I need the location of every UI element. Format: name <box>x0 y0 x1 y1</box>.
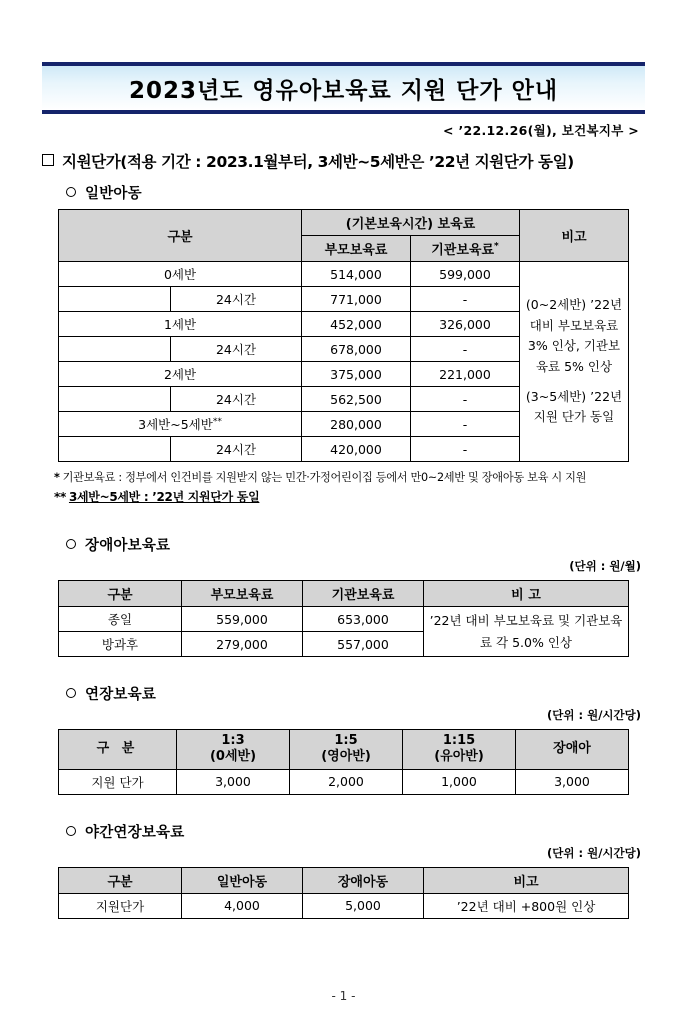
table-row <box>59 769 629 794</box>
row-label-24h: 24시간 <box>171 287 302 312</box>
cell-value-disabled: 3,000 <box>516 769 629 794</box>
cell-parent-fee: 678,000 <box>302 337 411 362</box>
page-title: 2023년도 영유아보육료 지원 단가 안내 <box>128 77 559 104</box>
header-ratio-1to3 <box>177 730 290 770</box>
row-label-support-rate: 지원단가 <box>59 893 182 918</box>
row-label-age2: 2세반 <box>59 362 302 387</box>
header-category: 구분 <box>59 581 182 607</box>
cell-parent-fee: 420,000 <box>302 437 411 462</box>
row-spacer <box>59 337 171 362</box>
cell-institution-fee: 653,000 <box>303 607 424 632</box>
header-ratio-1to3-line1: 1:3 <box>221 733 245 748</box>
cell-institution-fee: 557,000 <box>303 632 424 657</box>
cell-institution-fee: - <box>411 287 520 312</box>
header-ratio-1to5-line1: 1:5 <box>334 733 358 748</box>
header-ratio-1to3-line2: (0세반) <box>209 749 257 765</box>
row-label-age1: 1세반 <box>59 312 302 337</box>
header-disabled-child: 장애아 <box>516 730 629 770</box>
header-category: 구 분 <box>59 730 177 770</box>
table-header-row <box>59 730 629 770</box>
row-spacer <box>59 437 171 462</box>
document-page <box>0 62 687 1019</box>
footnote-2 <box>54 488 645 505</box>
cell-remark: ’22년 대비 +800원 인상 <box>424 893 629 918</box>
cell-parent-fee: 452,000 <box>302 312 411 337</box>
header-ratio-1to15-line2: (유아반) <box>434 749 484 765</box>
table-night-extended-childcare <box>58 867 629 919</box>
table-disabled-childcare <box>58 580 629 657</box>
cell-institution-fee: - <box>411 412 520 437</box>
table-row <box>59 607 629 632</box>
circle-bullet-icon <box>66 539 76 549</box>
table-header-row <box>59 210 629 236</box>
table-general-childcare <box>58 209 629 462</box>
page-number-footer: - 1 - <box>331 989 356 1003</box>
table-row <box>59 893 629 918</box>
cell-remark <box>520 262 629 462</box>
source-date-line: < ’22.12.26(월), 보건복지부 > <box>443 123 639 138</box>
cell-parent-fee: 279,000 <box>182 632 303 657</box>
section-heading-night-label: 야간연장보육료 <box>85 824 185 841</box>
title-banner <box>42 62 645 114</box>
header-ratio-1to5 <box>290 730 403 770</box>
circle-bullet-icon <box>66 826 76 836</box>
section-heading-disabled-label: 장애아보육료 <box>85 538 171 554</box>
unit-note-extended: (단위 : 원/시간당) <box>547 708 641 722</box>
header-general-child: 일반아동 <box>182 867 303 893</box>
cell-institution-fee: - <box>411 437 520 462</box>
main-heading-text: 지원단가(적용 기간 : 2023.1월부터, 3세반~5세반은 ’22년 지원단가 동일) <box>62 153 574 171</box>
footnote-1-mark: * <box>54 471 60 484</box>
row-spacer <box>59 287 171 312</box>
header-group-fee: (기본보육시간) 보육료 <box>302 210 520 236</box>
cell-institution-fee: 221,000 <box>411 362 520 387</box>
table-extended-childcare <box>58 729 629 795</box>
row-label-age0: 0세반 <box>59 262 302 287</box>
cell-parent-fee: 559,000 <box>182 607 303 632</box>
cell-parent-fee: 514,000 <box>302 262 411 287</box>
row-label-24h: 24시간 <box>171 437 302 462</box>
header-parent-fee: 부모보육료 <box>182 581 303 607</box>
remark-line-2: (3~5세반) ’22년 지원 단가 동일 <box>525 388 623 425</box>
footnote-2-mark: ** <box>54 490 66 504</box>
section-heading-extended <box>66 683 645 704</box>
main-heading <box>42 150 645 172</box>
header-ratio-1to5-line2: (영아반) <box>321 749 371 765</box>
section-heading-disabled <box>66 534 645 555</box>
header-ratio-1to15-line1: 1:15 <box>442 733 476 748</box>
cell-value-disabled: 5,000 <box>303 893 424 918</box>
footnote-1-text: 기관보육료 : 정부에서 인건비를 지원받지 않는 민간·가정어린이집 등에서 만0~2세반 및 장애아동 보육 시 지원 <box>62 471 587 484</box>
row-label-fullday: 종일 <box>59 607 182 632</box>
cell-institution-fee: - <box>411 337 520 362</box>
header-parent-fee: 부모보육료 <box>302 236 411 262</box>
header-institution-fee: 기관보육료* <box>411 236 520 262</box>
cell-parent-fee: 562,500 <box>302 387 411 412</box>
cell-parent-fee: 375,000 <box>302 362 411 387</box>
table-row <box>59 262 629 287</box>
square-bullet-icon <box>42 154 54 166</box>
header-category: 구분 <box>59 867 182 893</box>
cell-value-general: 4,000 <box>182 893 303 918</box>
table-header-row <box>59 581 629 607</box>
row-spacer <box>59 387 171 412</box>
section-heading-night <box>66 821 645 842</box>
header-category: 구분 <box>59 210 302 262</box>
section-heading-general-label: 일반아동 <box>85 186 142 202</box>
cell-value-1to15: 1,000 <box>403 769 516 794</box>
row-label-age3to5: 3세반~5세반** <box>59 412 302 437</box>
header-remark: 비고 <box>424 867 629 893</box>
row-label-24h: 24시간 <box>171 337 302 362</box>
header-remark: 비고 <box>520 210 629 262</box>
row-label-afterschool: 방과후 <box>59 632 182 657</box>
cell-value-1to3: 3,000 <box>177 769 290 794</box>
footnote-marker: ** <box>212 416 222 427</box>
cell-value-1to5: 2,000 <box>290 769 403 794</box>
table-header-row <box>59 867 629 893</box>
remark-text: ’22년 대비 부모보육료 및 기관보육료 각 5.0% 인상 <box>429 613 623 650</box>
header-institution-fee: 기관보육료 <box>303 581 424 607</box>
header-remark: 비 고 <box>424 581 629 607</box>
unit-note-disabled: (단위 : 원/월) <box>569 559 641 573</box>
circle-bullet-icon <box>66 187 76 197</box>
row-label-24h: 24시간 <box>171 387 302 412</box>
section-heading-general <box>66 182 645 203</box>
remark-line-1: (0~2세반) ’22년 대비 부모보육료 3% 인상, 기관보육료 5% 인상 <box>525 297 623 374</box>
cell-institution-fee: 599,000 <box>411 262 520 287</box>
header-disabled-child: 장애아동 <box>303 867 424 893</box>
cell-parent-fee: 771,000 <box>302 287 411 312</box>
row-label-support-rate: 지원 단가 <box>59 769 177 794</box>
header-ratio-1to15 <box>403 730 516 770</box>
cell-institution-fee: - <box>411 387 520 412</box>
cell-institution-fee: 326,000 <box>411 312 520 337</box>
unit-note-night: (단위 : 원/시간당) <box>547 845 641 860</box>
cell-parent-fee: 280,000 <box>302 412 411 437</box>
footnote-1 <box>54 469 645 485</box>
section-heading-extended-label: 연장보육료 <box>85 687 157 703</box>
circle-bullet-icon <box>66 688 76 698</box>
footnotes-general <box>54 469 645 505</box>
footnote-2-text: 3세반~5세반 : ’22년 지원단가 동일 <box>68 490 260 504</box>
footnote-marker: * <box>494 241 499 252</box>
cell-remark <box>424 607 629 657</box>
